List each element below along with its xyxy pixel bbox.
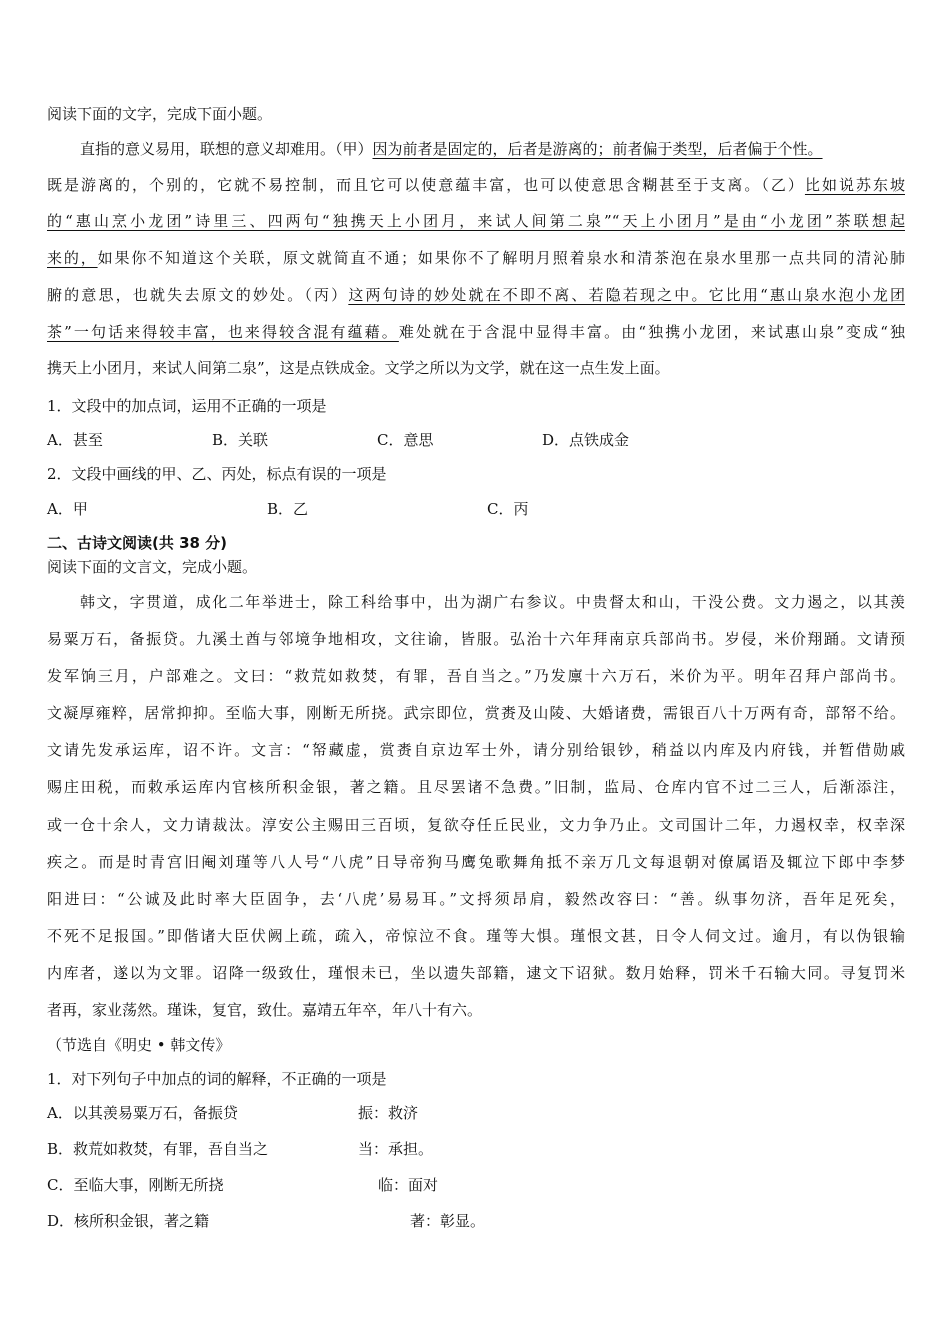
classical-text-line: 文凝厚雍粹，居常抑抑。至临大事，刚断无所挠。武宗即位，赏赉及山陵、大婚诸费，需银百八十万两有奇，部帑不给。 <box>47 704 905 722</box>
classical-text-line: 赐庄田税，而敕承运库内官核所积金银，著之籍。且尽罢诸不急费。”旧制，监局、仓库内官不过二三人，后渐添注， <box>47 778 905 796</box>
classical-text-line: 文请先发承运库，诏不许。文言：“帑藏虚，赏赉自京边军士外，请分别给银钞，稍益以内库及内府钱，并暂借勋戚 <box>47 741 905 759</box>
q2-option-b: B．乙 <box>267 500 309 518</box>
section-2-title: 二、古诗文阅读(共 38 分) <box>47 534 228 552</box>
underline-yi-start: 比如说苏东坡 <box>804 176 905 194</box>
q3-option-d-gloss: 著：彰显。 <box>410 1212 486 1230</box>
passage1-line-1: 直指的意义易用，联想的意义却难用。（甲）因为前者是固定的，后者是游离的；前者偏于类型，后者偏于个性。 <box>80 140 823 158</box>
passage1-line-7: 携天上小团月，来试人间第二泉”，这是点铁成金。文学之所以为文学，就在这一点生发上面。 <box>47 359 670 377</box>
section-2-instruction: 阅读下面的文言文，完成小题。 <box>47 558 258 576</box>
q3-option-a-gloss: 振：救济 <box>358 1104 419 1122</box>
classical-text-line: 疾之。而是时青宫旧阉刘瑾等八人号“八虎”日导帝狗马鹰兔歌舞角抵不亲万几文每退朝对僚属语及辄泣下郎中李梦 <box>47 853 905 871</box>
q1-option-a: A．甚至 <box>47 431 103 449</box>
classical-text-line: 不死不足报国。”即偕诸大臣伏阙上疏，疏入，帝惊泣不食。瑾等大惧。瑾恨文甚，日令人伺文过。逾月，有以伪银输 <box>47 927 905 945</box>
passage1-line-2: 既是游离的，个别的，它就不易控制，而且它可以使意蕴丰富，也可以使意思含糊甚至于支离。（乙）比如说苏东坡 <box>47 176 905 194</box>
q1-option-d: D．点铁成金 <box>542 431 630 449</box>
underline-yi-end: 来的， <box>47 249 98 267</box>
underline-bing-end: 茶”一句话来得较丰富，也来得较含混有蕴藉。 <box>47 323 399 341</box>
q3-option-c: C．至临大事，刚断无所挠 <box>47 1176 224 1194</box>
question-3-stem: 1．对下列句子中加点的词的解释，不正确的一项是 <box>47 1070 387 1088</box>
passage1-line-4: 来的，如果你不知道这个关联，原文就简直不通；如果你不了解明月照着泉水和清茶泡在泉水里那一点共同的清沁肺 <box>47 249 905 267</box>
passage1-line-6: 茶”一句话来得较丰富，也来得较含混有蕴藉。难处就在于含混中显得丰富。由“独携小龙团，来试惠山泉”变成“独 <box>47 323 905 341</box>
q3-option-b: B．救荒如救焚，有罪，吾自当之 <box>47 1140 269 1158</box>
classical-text-line: 易粟万石，备振贷。九溪土酋与邻境争地相攻，文往谕，皆服。弘治十六年拜南京兵部尚书。岁侵，米价翔踊。文请预 <box>47 630 905 648</box>
question-1-stem: 1．文段中的加点词，运用不正确的一项是 <box>47 397 327 415</box>
underline-jia: 因为前者是固定的，后者是游离的；前者偏于类型，后者偏于个性。 <box>372 140 823 158</box>
underline-bing: 这两句诗的妙处就在不即不离、若隐若现之中。它比用“惠山泉水泡小龙团 <box>348 286 905 304</box>
q2-option-a: A．甲 <box>47 500 88 518</box>
q3-option-b-gloss: 当：承担。 <box>358 1140 434 1158</box>
classical-text-line: 者再，家业荡然。瑾诛，复官，致仕。嘉靖五年卒，年八十有六。 <box>47 1001 483 1019</box>
passage1-instruction: 阅读下面的文字，完成下面小题。 <box>47 105 273 123</box>
underline-yi: 的“惠山烹小龙团”诗里三、四两句“独携天上小团月，来试人间第二泉”“天上小团月”是由“小龙团”茶联想起 <box>47 212 905 230</box>
passage1-line-5: 腑的意思，也就失去原文的妙处。（丙）这两句诗的妙处就在不即不离、若隐若现之中。它比用“惠山泉水泡小龙团 <box>47 286 905 304</box>
q3-option-a: A．以其羡易粟万石，备振贷 <box>47 1104 238 1122</box>
classical-text-line: 内库者，遂以为文罪。诏降一级致仕，瑾恨未已，坐以遗失部籍，逮文下诏狱。数月始释，罚米千石输大同。寻复罚米 <box>47 964 905 982</box>
classical-text-line: 发军饷三月，户部难之。文曰：“救荒如救焚，有罪，吾自当之。”乃发廪十六万石，米价为平。明年召拜户部尚书。 <box>47 667 905 685</box>
classical-text-line: 阳进曰：“公诚及此时率大臣固争，去‘八虎’易易耳。”文捋须昂肩，毅然改容曰：“善。纵事勿济，吾年足死矣， <box>47 890 905 908</box>
q1-option-c: C．意思 <box>377 431 434 449</box>
q1-option-b: B．关联 <box>212 431 269 449</box>
q2-option-c: C．丙 <box>487 500 529 518</box>
q3-option-d: D．核所积金银，著之籍 <box>47 1212 210 1230</box>
q3-option-c-gloss: 临：面对 <box>378 1176 439 1194</box>
classical-text-line: 或一仓十余人，文力请裁汰。淳安公主赐田三百顷，复欲夺任丘民业，文力争乃止。文司国计二年，力遏权幸，权幸深 <box>47 816 905 834</box>
classical-text-line: 韩文，字贯道，成化二年举进士，除工科给事中，出为湖广右参议。中贵督太和山，干没公费。文力遏之，以其羡 <box>80 593 905 611</box>
question-2-stem: 2．文段中画线的甲、乙、丙处，标点有误的一项是 <box>47 465 387 483</box>
source-citation: （节选自《明史 • 韩文传》 <box>47 1036 231 1054</box>
